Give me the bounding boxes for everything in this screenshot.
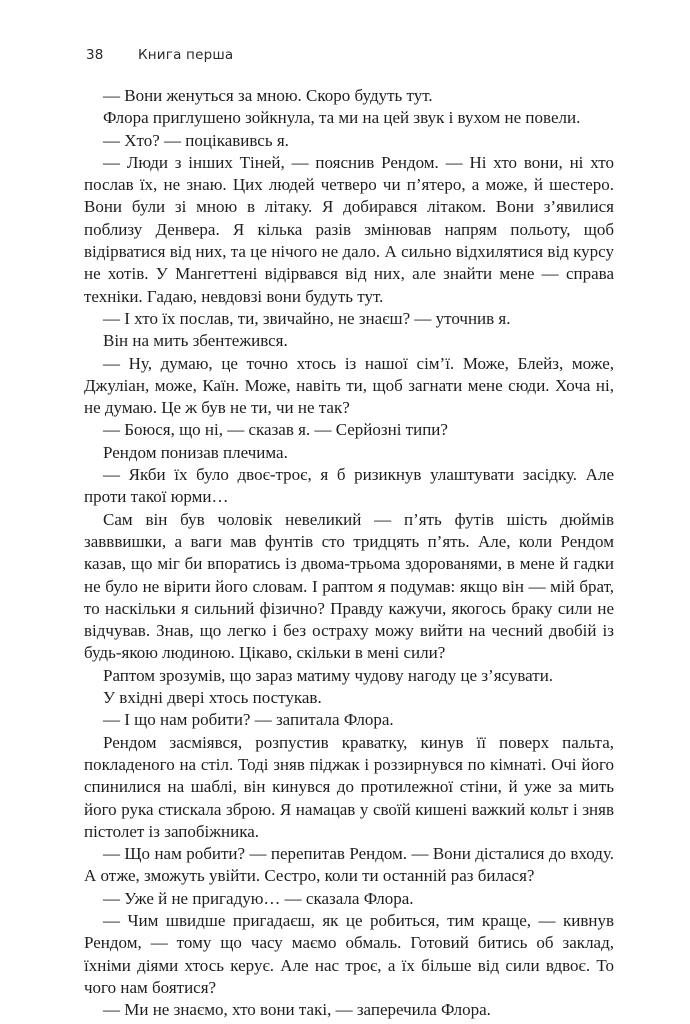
paragraph: — Боюся, що ні, — сказав я. — Серйозні типи? <box>103 420 448 440</box>
paragraph: — Уже й не пригадую… — сказала Флора. <box>103 888 414 908</box>
paragraph: — Люди з інших Тіней, — пояснив Рендом. — Ні хто вони, ні хто послав їх, не знаю. Цих людей четверо чи п’ятеро, а може, й шестеро. Вони були зі мною в літаку. Я добирався літаком. Вони з’явилися поблизу Денвера. Я кілька разів змінював напрям польоту, щоб відірватися від них, та це нічого не дало. А сильно відхилятися від курсу не хотів. У Мангеттені відірвався від них, але знайти мене — справа техніки. Гадаю, невдовзі вони будуть тут. <box>84 152 614 306</box>
paragraph: Рендом понизав плечима. <box>103 442 288 462</box>
paragraph: — Ми не знаємо, хто вони такі, — заперечила Флора. <box>103 1000 491 1020</box>
paragraph: Флора приглушено зойкнула, та ми на цей звук і вухом не повели. <box>103 108 581 128</box>
paragraph: — Якби їх було двоє-троє, я б ризикнув улаштувати засідку. Але проти такої юрми… <box>84 465 614 507</box>
paragraph: Він на мить збентежився. <box>103 331 288 351</box>
paragraph: Раптом зрозумів, що зараз матиму чудову нагоду це з’ясувати. <box>103 665 554 685</box>
paragraph: У вхідні двері хтось постукав. <box>103 688 322 708</box>
body-text <box>84 85 614 1021</box>
paragraph: — Хто? — поцікавивсь я. <box>103 130 289 150</box>
paragraph: Рендом засміявся, розпустив краватку, кинув її поверх пальта, покладеного на стіл. Тоді зняв піджак і роззирнувся по кімнаті. Очі його спинилися на шаблі, він кинувся до протилежної стіни, й уже за мить його рука стискала зброю. Я намацав у своїй кишені важкий кольт і зняв пістолет із запобіжника. <box>84 732 614 841</box>
page-number: 38 <box>86 47 104 63</box>
book-title: Книга перша <box>138 47 234 63</box>
running-header <box>86 47 233 63</box>
paragraph: — Чим швидше пригадаєш, як це робиться, тим краще, — кивнув Рендом, — тому що часу маємо обмаль. Готовий битись об заклад, їхніми діями хтось керує. Але нас троє, а їх більше від сили вдвоє. То чого нам боятися? <box>84 910 614 997</box>
paragraph: — Що нам робити? — перепитав Рендом. — Вони дісталися до входу. А отже, зможуть увійти. Сестро, коли ти останній раз билася? <box>84 844 614 886</box>
paragraph: — І що нам робити? — запитала Флора. <box>103 710 394 730</box>
paragraph: — Вони женуться за мною. Скоро будуть тут. <box>103 86 433 105</box>
paragraph: — Ну, думаю, це точно хтось із нашої сім’ї. Може, Блейз, може, Джуліан, може, Каїн. Може, навіть ти, щоб загнати мене сюди. Хоча ні, не думаю. Це ж був не ти, чи не так? <box>84 353 614 418</box>
paragraph: Сам він був чоловік невеликий — п’ять футів шість дюймів завввишки, а ваги мав фунтів сто тридцять п’ять. Але, коли Рендом казав, що міг би впоратись із двома-трьома здорованями, в мене й гадки не було не вірити його словам. І раптом я подумав: якщо він — мій брат, то наскільки я сильний фізично? Правду кажучи, якогось браку сили не відчував. Знав, що легко і без остраху можу вийти на чесний двобій із будь-якою людиною. Цікаво, скільки в мені сили? <box>84 509 614 663</box>
paragraph: — І хто їх послав, ти, звичайно, не знаєш? — уточнив я. <box>103 308 511 328</box>
